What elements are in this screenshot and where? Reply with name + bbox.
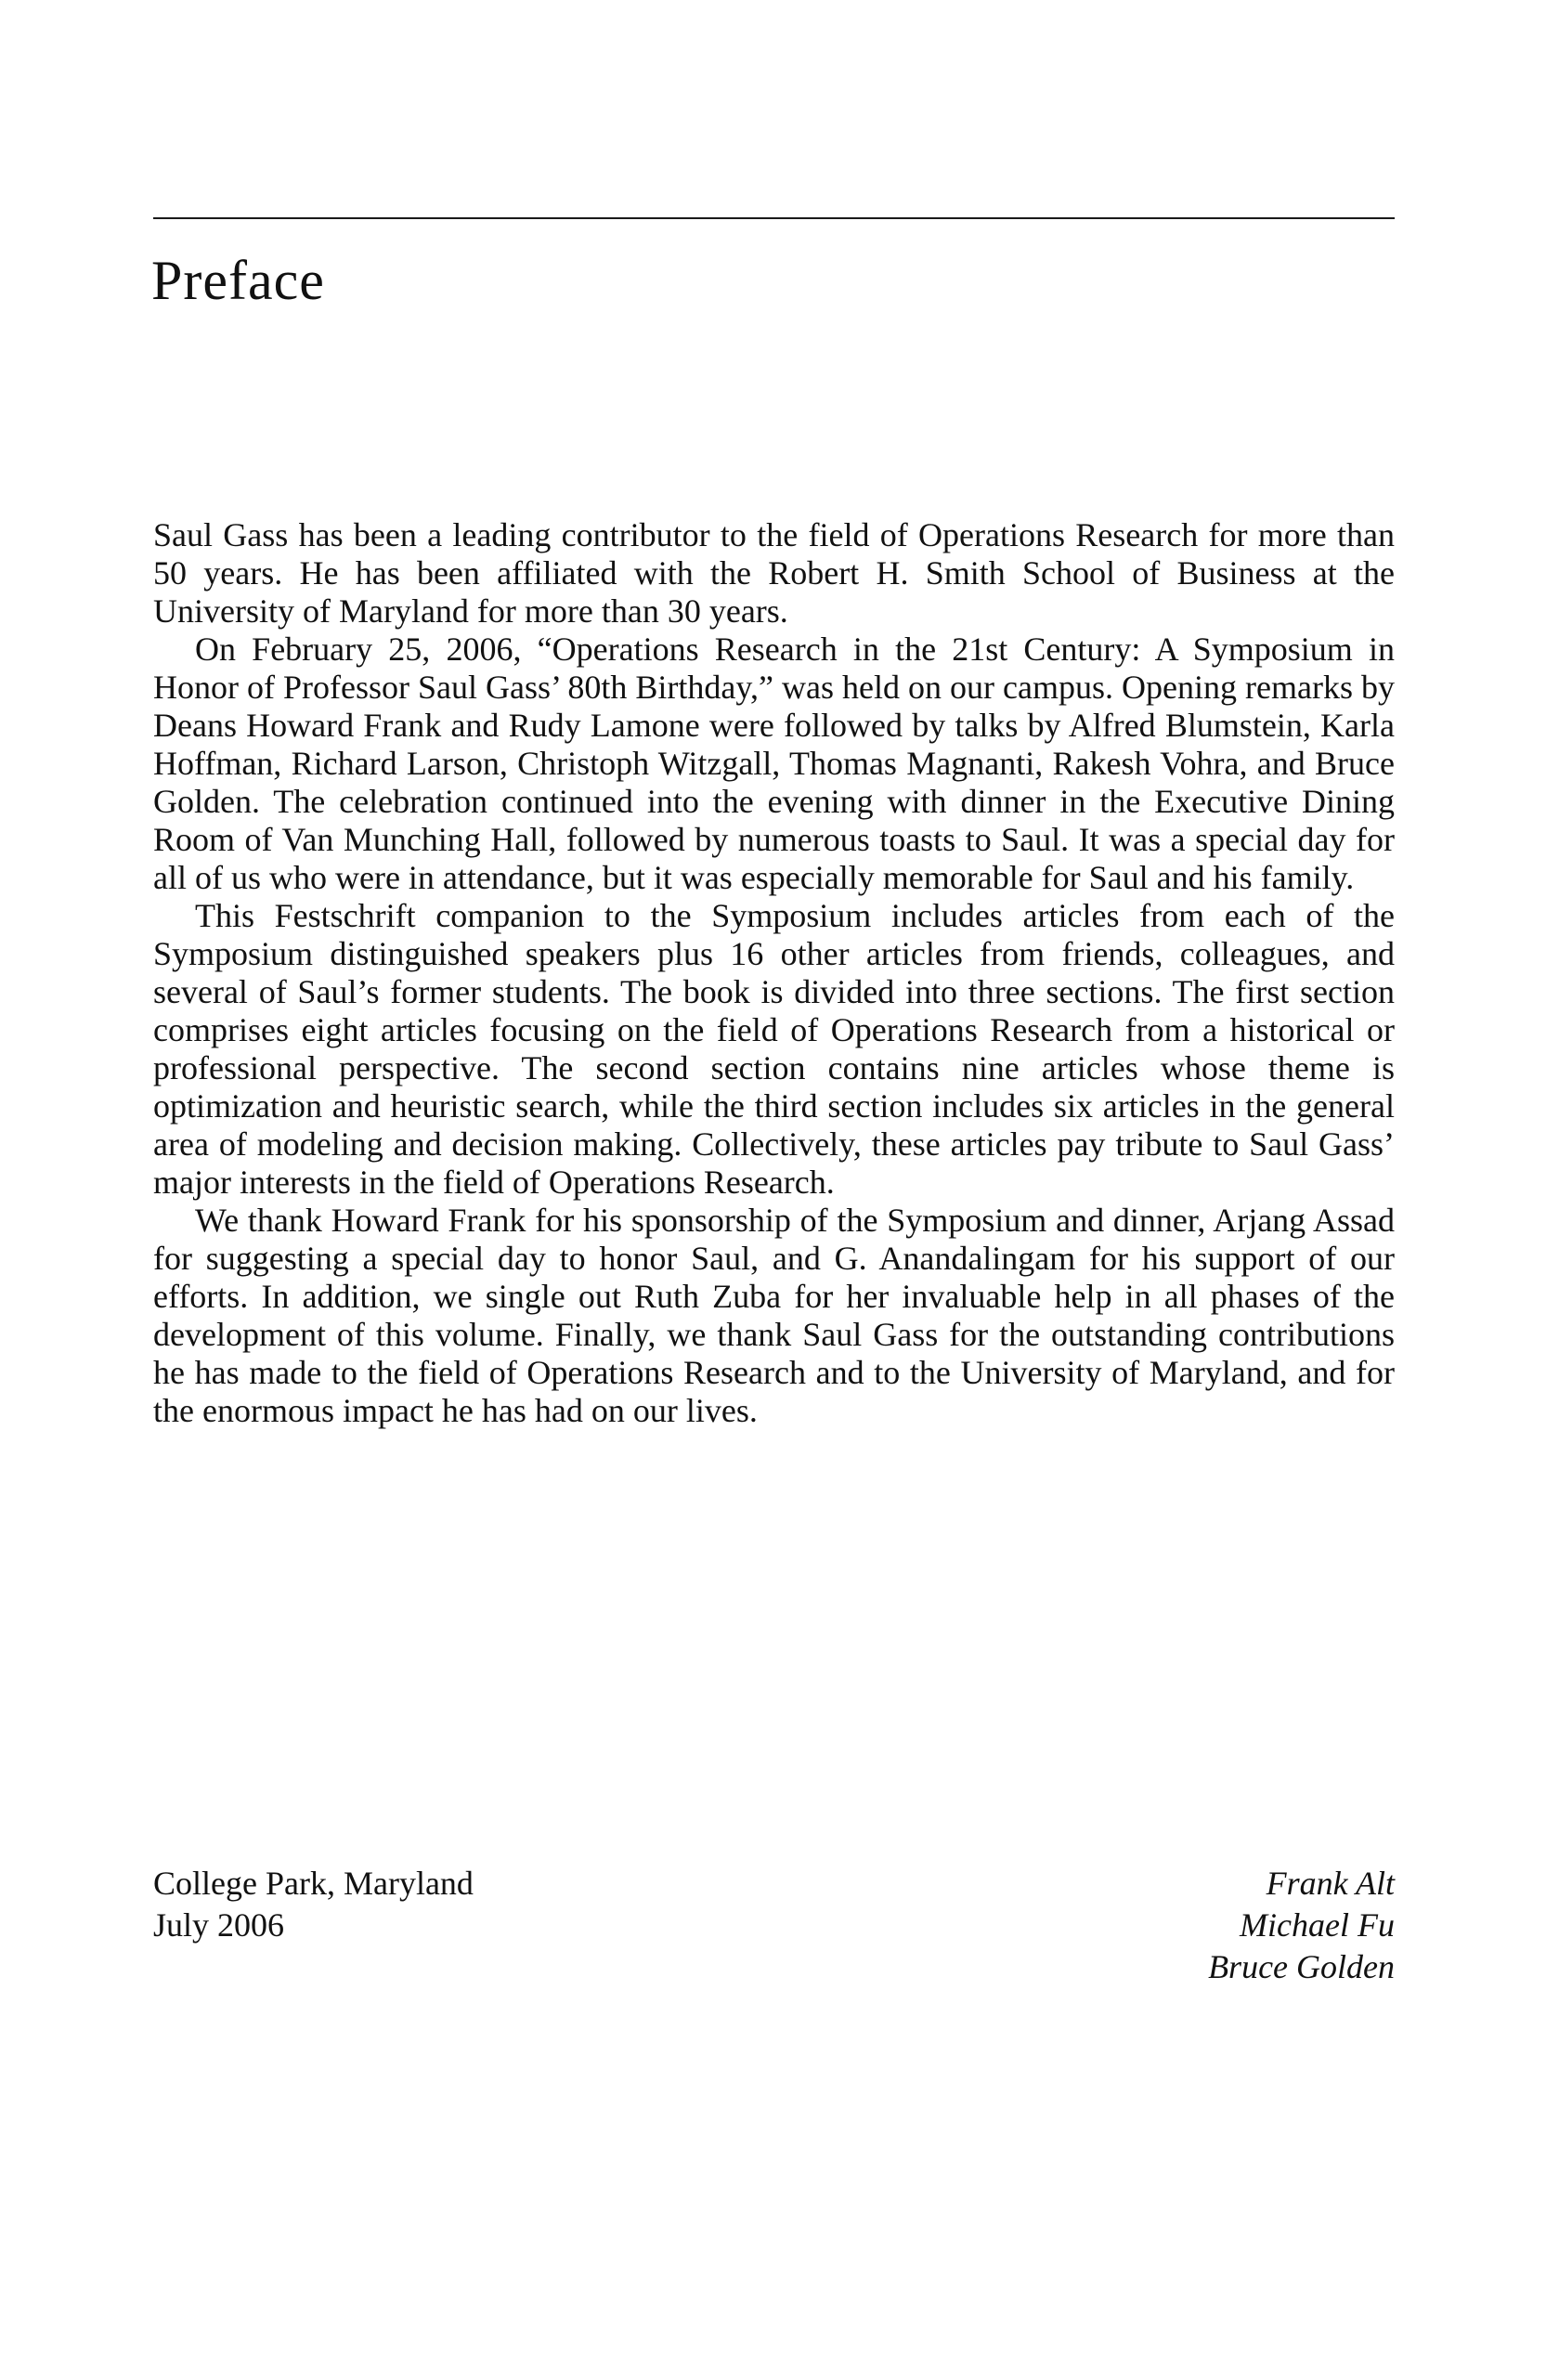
place-date-block [153,1863,474,1946]
preface-body [153,516,1395,1430]
place-line: College Park, Maryland [153,1865,474,1902]
author-name: Michael Fu [1240,1906,1395,1944]
authors-block [1208,1863,1395,1988]
page-title: Preface [151,250,325,311]
author-name: Frank Alt [1266,1865,1395,1902]
date-line: July 2006 [153,1906,285,1944]
header-rule [153,217,1395,219]
paragraph: This Festschrift companion to the Symposium includes articles from each of the Symposium distinguished speakers plus 16 other articles from friends, colleagues, and several of Saul’s former students. The book is divided into three sections. The first section comprises eight articles focusing on the field of Operations Research from a historical or professional perspective. The second section contains nine articles whose theme is optimization and heuristic search, while the third section includes six articles in the general area of modeling and decision making. Collectively, these articles pay tribute to Saul Gass’ major interests in the field of Operations Research. [153,897,1395,1201]
author-name: Bruce Golden [1208,1948,1395,1985]
paragraph: We thank Howard Frank for his sponsorship of the Symposium and dinner, Arjang Assad for suggesting a special day to honor Saul, and G. Anandalingam for his support of our efforts. In addition, we single out Ruth Zuba for her invaluable help in all phases of the development of this volume. Finally, we thank Saul Gass for the outstanding contributions he has made to the field of Operations Research and to the University of Maryland, and for the enormous impact he has had on our lives. [153,1202,1395,1429]
paragraph: On February 25, 2006, “Operations Research in the 21st Century: A Symposium in Honor of Professor Saul Gass’ 80th Birthday,” was held on our campus. Opening remarks by Deans Howard Frank and Rudy Lamone were followed by talks by Alfred Blumstein, Karla Hoffman, Richard Larson, Christoph Witzgall, Thomas Magnanti, Rakesh Vohra, and Bruce Golden. The celebration continued into the evening with dinner in the Executive Dining Room of Van Munching Hall, followed by numerous toasts to Saul. It was a special day for all of us who were in attendance, but it was especially memorable for Saul and his family. [153,631,1395,896]
paragraph: Saul Gass has been a leading contributor to the field of Operations Research for more than 50 years. He has been affiliated with the Robert H. Smith School of Business at the University of Maryland for more than 30 years. [153,516,1395,630]
